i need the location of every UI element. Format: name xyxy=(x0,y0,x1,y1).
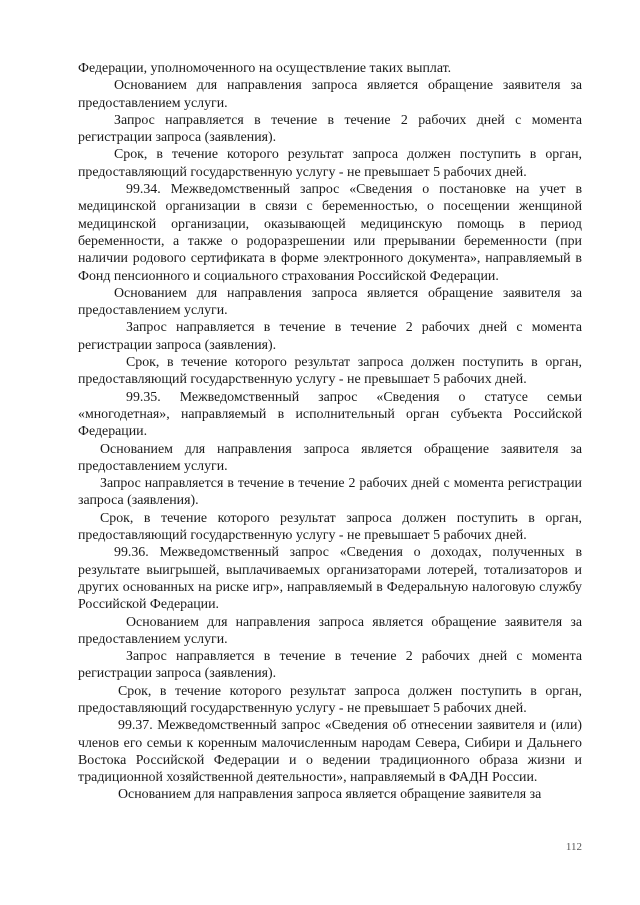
paragraph: Основанием для направления запроса является обращение заявителя за предоставлением услуги. xyxy=(78,285,582,319)
paragraph-section-99-35: 99.35. Межведомственный запрос «Сведения о статусе семьи «многодетная», направляемый в исполнительный орган субъекта Российской Федерации. xyxy=(78,389,582,440)
paragraph: Запрос направляется в течение в течение 2 рабочих дней с момента регистрации запроса (заявления). xyxy=(78,320,582,353)
paragraph: Запрос направляется в течение в течение 2 рабочих дней с момента регистрации запроса (заявления). xyxy=(78,649,582,682)
paragraph: Срок, в течение которого результат запроса должен поступить в орган, предоставляющий государственную услугу - не превышает 5 рабочих дней. xyxy=(78,683,582,716)
paragraph: Срок, в течение которого результат запроса должен поступить в орган, предоставляющий государственную услугу - не превышает 5 рабочих дней. xyxy=(78,147,582,180)
paragraph-section-99-36: 99.36. Межведомственный запрос «Сведения о доходах, полученных в результате выигрышей, выплачиваемых организаторами лотерей, тотализаторов и других основанных на риске игр», направляемый в Федеральную налоговую службу Российской Федерации. xyxy=(78,545,582,613)
paragraph: Основанием для направления запроса является обращение заявителя за предоставлением услуги. xyxy=(78,441,582,474)
paragraph: Срок, в течение которого результат запроса должен поступить в орган, предоставляющий государственную услугу - не превышает 5 рабочих дней. xyxy=(78,510,582,544)
paragraph: Основанием для направления запроса является обращение заявителя за предоставлением услуги. xyxy=(78,614,582,647)
paragraph: Запрос направляется в течение в течение 2 рабочих дней с момента регистрации запроса (заявления). xyxy=(78,112,582,146)
paragraph: Срок, в течение которого результат запроса должен поступить в орган, предоставляющий государственную услугу - не превышает 5 рабочих дней. xyxy=(78,355,582,388)
paragraph: Запрос направляется в течение в течение 2 рабочих дней с момента регистрации запроса (заявления). xyxy=(78,476,582,509)
paragraph: Основанием для направления запроса является обращение заявителя за предоставлением услуги. xyxy=(78,78,582,111)
paragraph: Основанием для направления запроса является обращение заявителя за xyxy=(118,787,542,803)
paragraph: Федерации, уполномоченного на осуществление таких выплат. xyxy=(78,61,452,76)
document-body xyxy=(78,60,582,804)
paragraph-section-99-34: 99.34. Межведомственный запрос «Сведения о постановке на учет в медицинской организации в связи с беременностью, о посещении женщиной медицинской организации, оказывающей медицинскую помощь в период беременности, а также о родоразрешении или прерывании беременности (при наличии родового сертификата в форме электронного документа», направляемый в Фонд пенсионного и социального страхования Российской Федерации. xyxy=(78,182,582,284)
paragraph-section-99-37: 99.37. Межведомственный запрос «Сведения об отнесении заявителя и (или) членов его семьи к коренным малочисленным народам Севера, Сибири и Дальнего Востока Российской Федерации и о ведении традиционного образа жизни и традиционной хозяйственной деятельности», направляемый в ФАДН России. xyxy=(78,718,582,786)
page-number: 112 xyxy=(565,841,582,853)
